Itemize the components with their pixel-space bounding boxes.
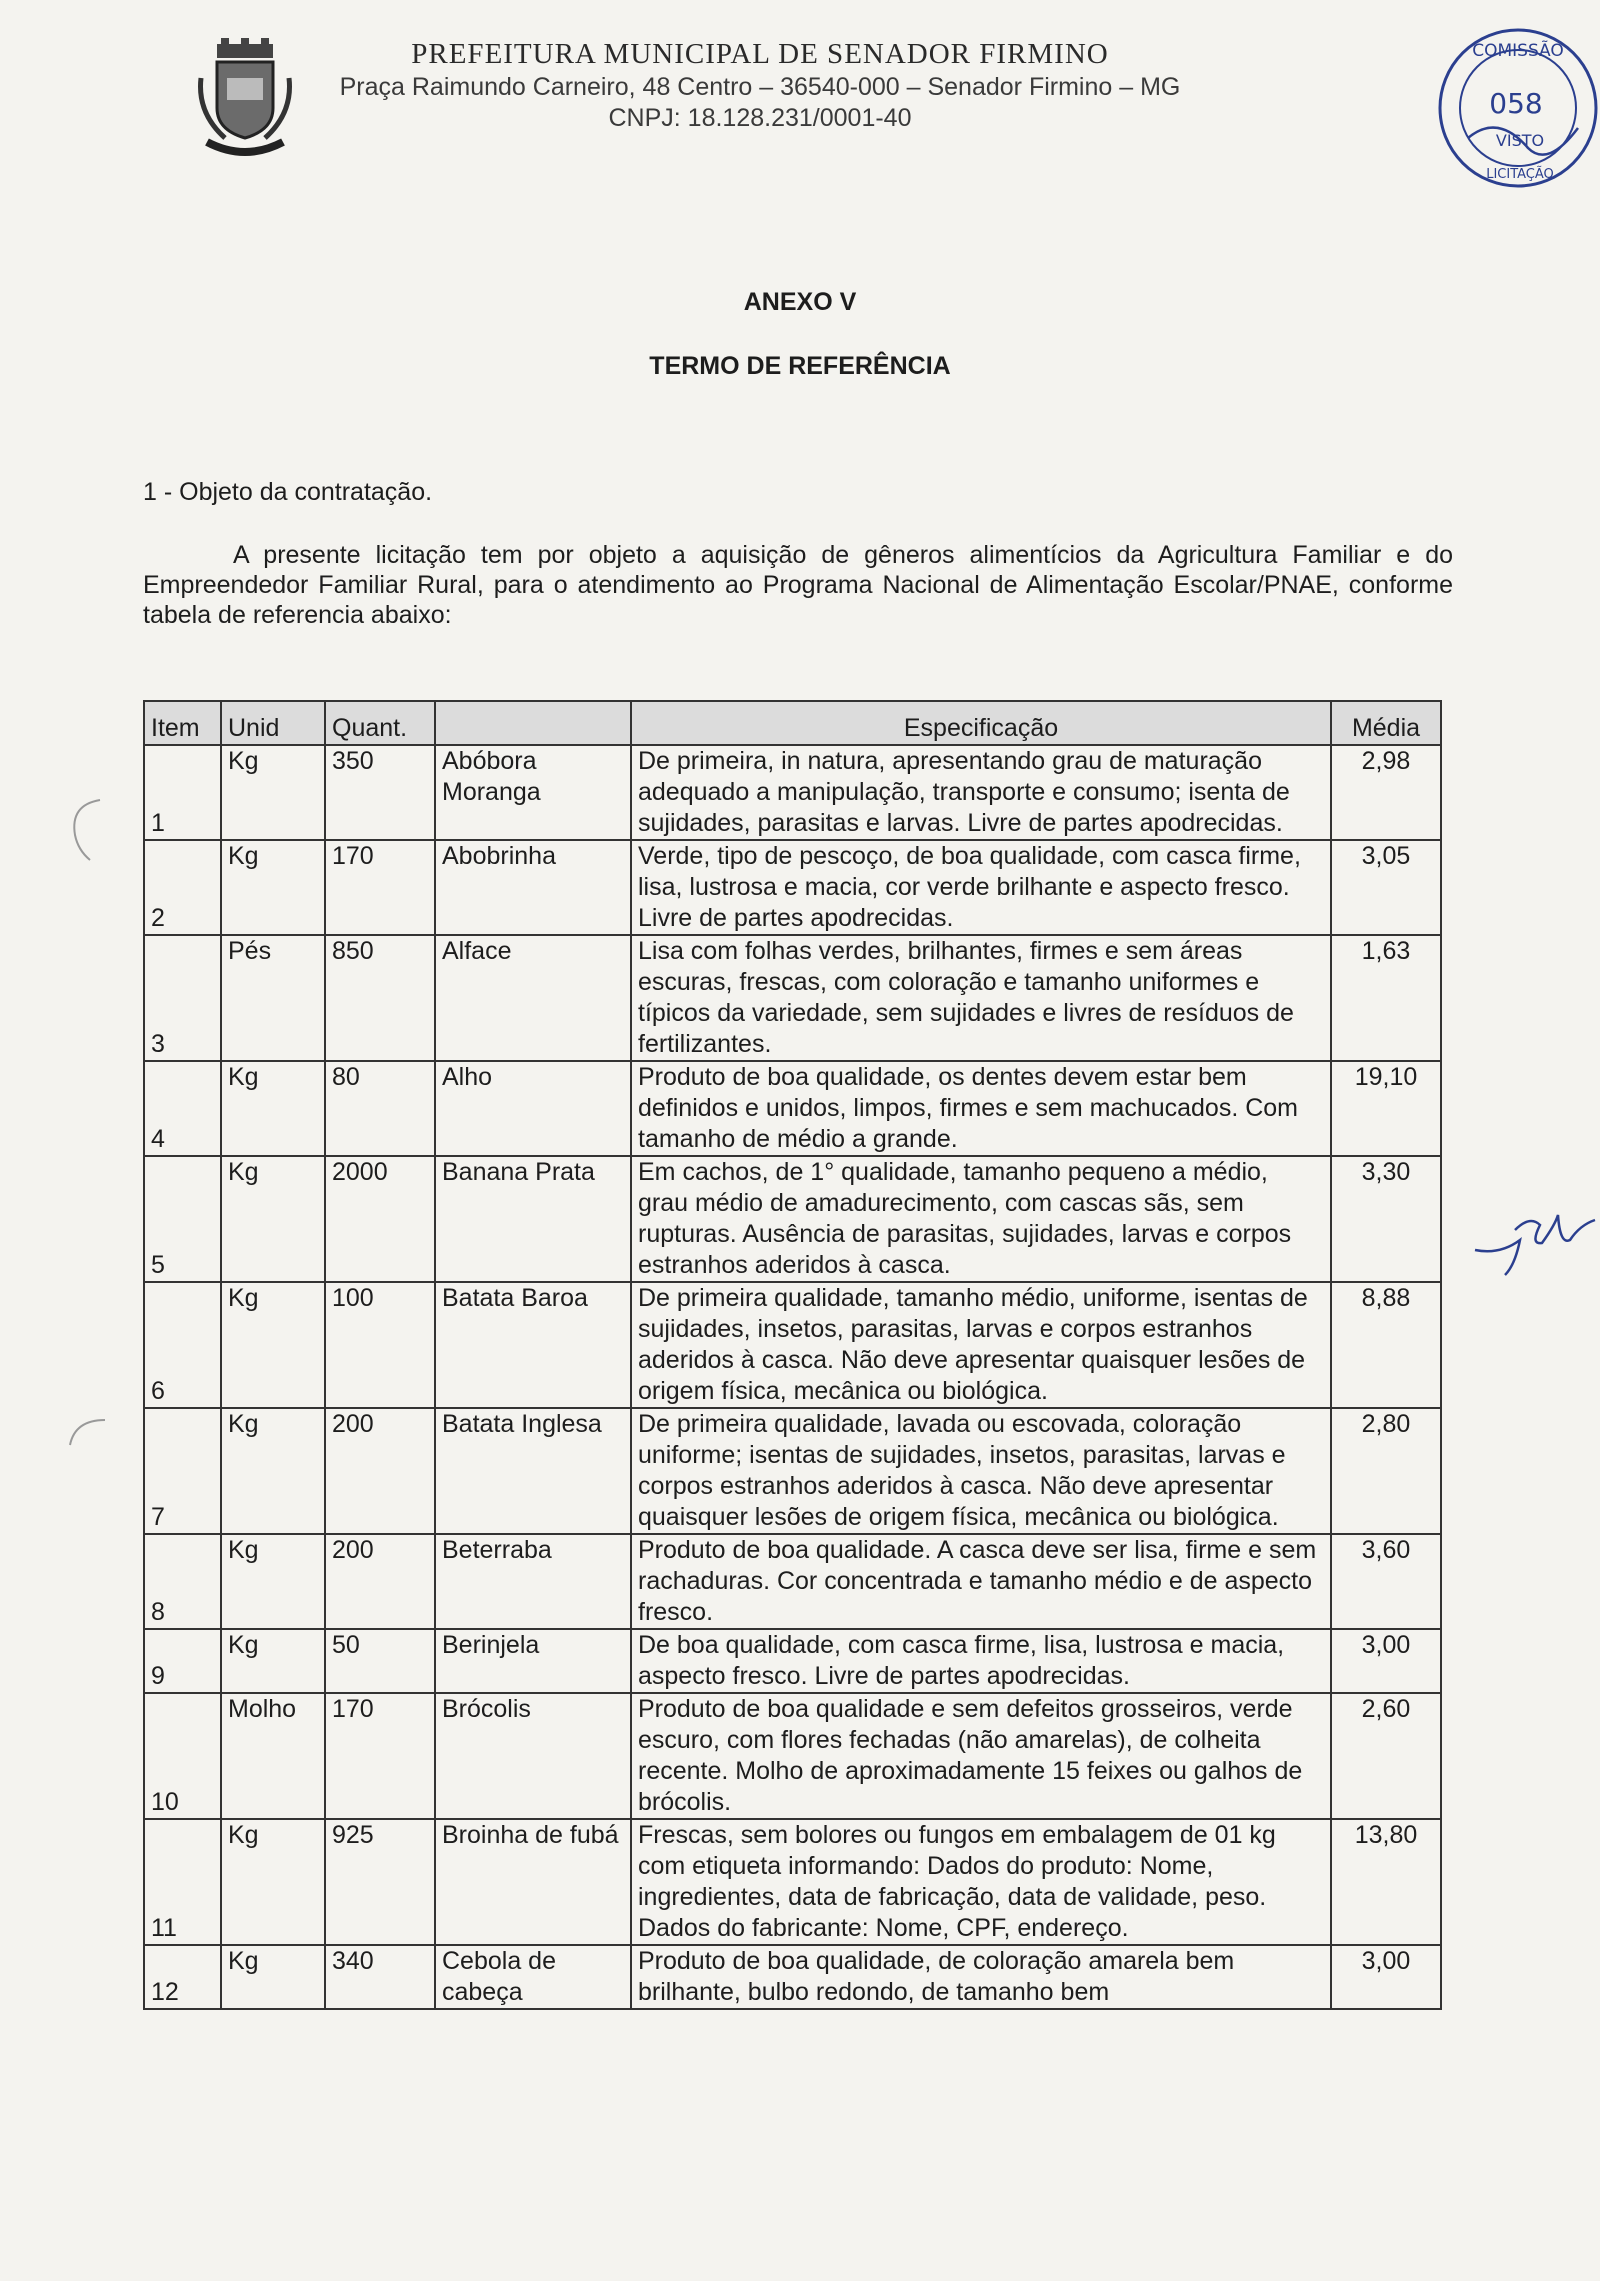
cell-item: 5 <box>144 1156 221 1282</box>
table-row <box>144 1408 1441 1534</box>
handwritten-rubric-signature <box>1470 1195 1600 1285</box>
table-row <box>144 1534 1441 1629</box>
table-row <box>144 1156 1441 1282</box>
intro-paragraph-text: A presente licitação tem por objeto a aquisição de gêneros alimentícios da Agricultura Familiar e do Empreendedor Familiar Rural, para o atendimento ao Programa Nacional de Alimentação Escolar/PNAE, conforme tabela de referencia abaixo: <box>143 541 1453 629</box>
institution-name: PREFEITURA MUNICIPAL DE SENADOR FIRMINO <box>411 38 1109 70</box>
cell-produto: Batata Inglesa <box>435 1408 631 1534</box>
cell-produto: Banana Prata <box>435 1156 631 1282</box>
cell-media: 3,30 <box>1331 1156 1441 1282</box>
cell-quant: 170 <box>325 1693 435 1819</box>
header-especificacao: Especificação <box>631 701 1331 745</box>
stamp-number: 058 <box>1489 87 1543 120</box>
cell-media: 3,00 <box>1331 1945 1441 2009</box>
cell-produto: Beterraba <box>435 1534 631 1629</box>
cell-unid: Kg <box>221 745 325 840</box>
punch-hole-mark <box>60 790 110 870</box>
cell-quant: 2000 <box>325 1156 435 1282</box>
cell-unid: Pés <box>221 935 325 1061</box>
cell-media: 2,80 <box>1331 1408 1441 1534</box>
cell-unid: Molho <box>221 1693 325 1819</box>
section-title: 1 - Objeto da contratação. <box>143 478 433 506</box>
cell-item: 11 <box>144 1819 221 1945</box>
cell-item: 4 <box>144 1061 221 1156</box>
cell-unid: Kg <box>221 840 325 935</box>
table-row <box>144 1693 1441 1819</box>
commission-stamp <box>1428 18 1600 193</box>
cell-media: 8,88 <box>1331 1282 1441 1408</box>
cell-quant: 340 <box>325 1945 435 2009</box>
cell-spec: De primeira qualidade, lavada ou escovada, coloração uniforme; isentas de sujidades, insetos, parasitas, larvas e corpos estranhos aderidos à casca. Não deve apresentar quaisquer lesões de origem física, mecânica ou biológica. <box>631 1408 1331 1534</box>
header-unid: Unid <box>221 701 325 745</box>
cell-spec: De primeira qualidade, tamanho médio, uniforme, isentas de sujidades, insetos, parasitas, larvas e corpos estranhos aderidos à casca. Não deve apresentar quaisquer lesões de origem física, mecânica ou biológica. <box>631 1282 1331 1408</box>
cell-spec: Em cachos, de 1° qualidade, tamanho pequeno a médio, grau médio de amadurecimento, com cascas sãs, sem rupturas. Ausência de parasitas, sujidades, larvas e corpos estranhos aderidos à casca. <box>631 1156 1331 1282</box>
cell-spec: De primeira, in natura, apresentando grau de maturação adequado a manipulação, transporte e consumo; isenta de sujidades, parasitas e larvas. Livre de partes apodrecidas. <box>631 745 1331 840</box>
cell-produto: Cebola de cabeça <box>435 1945 631 2009</box>
cell-spec: De boa qualidade, com casca firme, lisa, lustrosa e macia, aspecto fresco. Livre de partes apodrecidas. <box>631 1629 1331 1693</box>
cell-item: 1 <box>144 745 221 840</box>
cell-item: 3 <box>144 935 221 1061</box>
cell-produto: Berinjela <box>435 1629 631 1693</box>
cell-unid: Kg <box>221 1282 325 1408</box>
table-row <box>144 1061 1441 1156</box>
institution-address: Praça Raimundo Carneiro, 48 Centro – 36540-000 – Senador Firmino – MG <box>339 73 1181 101</box>
intro-paragraph <box>143 540 1453 630</box>
table-row <box>144 1629 1441 1693</box>
table-header-row <box>144 701 1441 745</box>
items-table <box>143 700 1442 2010</box>
letterhead <box>200 30 1320 133</box>
cell-quant: 850 <box>325 935 435 1061</box>
cell-unid: Kg <box>221 1945 325 2009</box>
cell-quant: 200 <box>325 1408 435 1534</box>
stamp-bottom-text: LICITAÇÃO <box>1486 167 1554 182</box>
cell-spec: Produto de boa qualidade. A casca deve ser lisa, firme e sem rachaduras. Cor concentrada e tamanho médio e de aspecto fresco. <box>631 1534 1331 1629</box>
table-row <box>144 745 1441 840</box>
cell-unid: Kg <box>221 1061 325 1156</box>
cell-unid: Kg <box>221 1819 325 1945</box>
cell-quant: 200 <box>325 1534 435 1629</box>
cell-quant: 80 <box>325 1061 435 1156</box>
cell-media: 13,80 <box>1331 1819 1441 1945</box>
header-item: Item <box>144 701 221 745</box>
cell-spec: Verde, tipo de pescoço, de boa qualidade, com casca firme, lisa, lustrosa e macia, cor verde brilhante e aspecto fresco. Livre de partes apodrecidas. <box>631 840 1331 935</box>
cell-unid: Kg <box>221 1629 325 1693</box>
cell-item: 9 <box>144 1629 221 1693</box>
cell-item: 7 <box>144 1408 221 1534</box>
cell-item: 8 <box>144 1534 221 1629</box>
cell-media: 1,63 <box>1331 935 1441 1061</box>
cell-spec: Produto de boa qualidade, de coloração amarela bem brilhante, bulbo redondo, de tamanho bem <box>631 1945 1331 2009</box>
cell-produto: Batata Baroa <box>435 1282 631 1408</box>
cell-unid: Kg <box>221 1534 325 1629</box>
cell-unid: Kg <box>221 1156 325 1282</box>
cell-item: 10 <box>144 1693 221 1819</box>
cell-spec: Lisa com folhas verdes, brilhantes, firmes e sem áreas escuras, frescas, com coloração e tamanho uniformes e típicos da variedade, sem sujidades e livres de resíduos de fertilizantes. <box>631 935 1331 1061</box>
cell-quant: 350 <box>325 745 435 840</box>
cell-produto: Abóbora Moranga <box>435 745 631 840</box>
cell-spec: Produto de boa qualidade e sem defeitos grosseiros, verde escuro, com flores fechadas (não amarelas), de colheita recente. Molho de aproximadamente 15 feixes ou galhos de brócolis. <box>631 1693 1331 1819</box>
table-row <box>144 1819 1441 1945</box>
cell-media: 2,98 <box>1331 745 1441 840</box>
annex-title: ANEXO V <box>743 288 857 316</box>
cell-produto: Alface <box>435 935 631 1061</box>
document-subtitle: TERMO DE REFERÊNCIA <box>649 352 951 380</box>
cell-produto: Abobrinha <box>435 840 631 935</box>
cell-quant: 50 <box>325 1629 435 1693</box>
cell-spec: Produto de boa qualidade, os dentes devem estar bem definidos e unidos, limpos, firmes e sem machucados. Com tamanho de médio a grande. <box>631 1061 1331 1156</box>
cell-media: 3,00 <box>1331 1629 1441 1693</box>
cell-media: 2,60 <box>1331 1693 1441 1819</box>
punch-hole-mark <box>60 1400 110 1480</box>
cell-media: 3,60 <box>1331 1534 1441 1629</box>
cell-quant: 925 <box>325 1819 435 1945</box>
cell-produto: Broinha de fubá <box>435 1819 631 1945</box>
cell-quant: 100 <box>325 1282 435 1408</box>
cell-item: 6 <box>144 1282 221 1408</box>
cell-media: 19,10 <box>1331 1061 1441 1156</box>
table-row <box>144 840 1441 935</box>
header-produto <box>435 701 631 745</box>
table-row <box>144 935 1441 1061</box>
stamp-top-text: COMISSÃO <box>1472 41 1564 61</box>
cell-media: 3,05 <box>1331 840 1441 935</box>
header-media: Média <box>1331 701 1441 745</box>
cell-item: 2 <box>144 840 221 935</box>
institution-cnpj: CNPJ: 18.128.231/0001-40 <box>608 104 912 132</box>
cell-produto: Brócolis <box>435 1693 631 1819</box>
cell-item: 12 <box>144 1945 221 2009</box>
cell-produto: Alho <box>435 1061 631 1156</box>
cell-unid: Kg <box>221 1408 325 1534</box>
table-row <box>144 1282 1441 1408</box>
cell-quant: 170 <box>325 840 435 935</box>
cell-spec: Frescas, sem bolores ou fungos em embalagem de 01 kg com etiqueta informando: Dados do produto: Nome, ingredientes, data de fabricação, data de validade, peso. Dados do fabricante: Nome, CPF, endereço. <box>631 1819 1331 1945</box>
stamp-visto: VISTO <box>1495 131 1545 150</box>
header-quant: Quant. <box>325 701 435 745</box>
table-row <box>144 1945 1441 2009</box>
